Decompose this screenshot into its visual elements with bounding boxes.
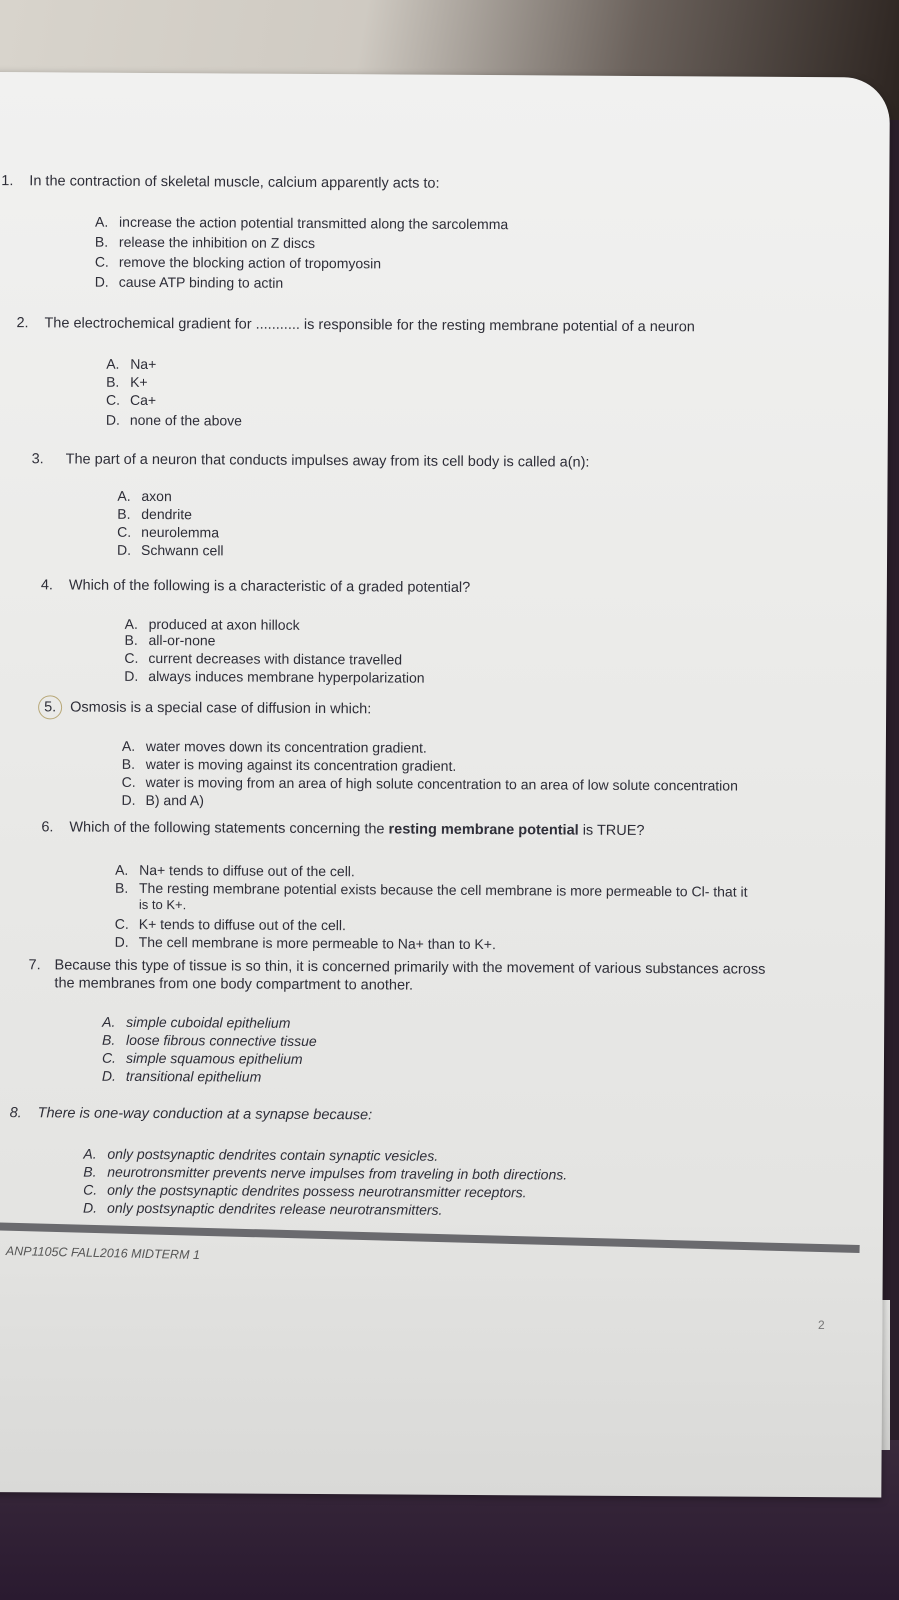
option: C. neurolemma (117, 523, 220, 541)
option: C. remove the blocking action of tropomyosin (94, 253, 382, 272)
question-8: 8. There is one-way conduction at a synapse because: (9, 1105, 373, 1124)
option: B. water is moving against its concentration gradient. (121, 755, 457, 774)
question-text: In the contraction of skeletal muscle, calcium apparently acts to: (29, 173, 440, 192)
option: D. only postsynaptic dendrites release neurotransmitters. (83, 1199, 443, 1218)
option: D. none of the above (105, 411, 243, 429)
option: A. Na+ (106, 355, 157, 373)
exam-page (0, 72, 890, 1497)
option: A. axon (117, 487, 172, 505)
option: A. produced at axon hillock (124, 615, 300, 633)
option: C. current decreases with distance travelled (124, 649, 403, 668)
option: B. neurotronsmitter prevents nerve impulses from traveling in both directions. (83, 1163, 568, 1183)
question-3: 3. The part of a neuron that conducts impulses away from its cell body is called a(n): (31, 451, 590, 471)
question-2: 2. The electrochemical gradient for ........... is responsible for the resting membrane potential of a neuron (16, 315, 695, 336)
option: B. dendrite (117, 505, 192, 523)
option: A. simple cuboidal epithelium (102, 1013, 291, 1031)
page-number: 2 (818, 1318, 825, 1332)
option: D. transitional epithelium (101, 1067, 262, 1085)
question-number: 1. (1, 173, 14, 190)
footer-course-label: ANP1105C FALL2016 MIDTERM 1 (5, 1244, 201, 1263)
option: A. Na+ tends to diffuse out of the cell. (115, 861, 355, 880)
option: B. loose fibrous connective tissue (102, 1031, 317, 1050)
option: A. only postsynaptic dendrites contain synaptic vesicles. (83, 1145, 439, 1164)
option: C. water is moving from an area of high solute concentration to an area of low solute concentration (121, 773, 738, 794)
question-7-line-2: the membranes from one body compartment to another. (54, 975, 414, 994)
option: C. only the postsynaptic dendrites possess neurotransmitter receptors. (83, 1181, 527, 1201)
option: A. increase the action potential transmitted along the sarcolemma (95, 213, 509, 233)
option: C. simple squamous epithelium (101, 1049, 303, 1067)
option: D. Schwann cell (117, 541, 224, 559)
question-4: 4. Which of the following is a characteristic of a graded potential? (40, 577, 471, 596)
option: B. all-or-none (124, 631, 216, 649)
option: C. Ca+ (105, 391, 157, 409)
option: B. The resting membrane potential exists because the cell membrane is more permeable to Cl- that it (114, 879, 748, 900)
option: D. The cell membrane is more permeable to Na+ than to K+. (114, 933, 496, 953)
option: C. K+ tends to diffuse out of the cell. (114, 915, 346, 934)
option-continuation: is to K+. (138, 896, 187, 913)
question-7: 7. Because this type of tissue is so thin, it is concerned primarily with the movement of various substances across (28, 957, 766, 978)
option: D. always induces membrane hyperpolarization (124, 667, 425, 686)
option: D. B) and A) (121, 791, 204, 809)
option: B. K+ (106, 373, 148, 390)
question-1 (1, 172, 439, 193)
question-6: 6. Which of the following statements concerning the resting membrane potential is TRUE? (41, 819, 645, 840)
option: B. release the inhibition on Z discs (94, 233, 316, 251)
option: A. water moves down its concentration gradient. (121, 737, 427, 756)
option: D. cause ATP binding to actin (94, 273, 284, 291)
question-5: 5. Osmosis is a special case of diffusion in which: (44, 699, 372, 718)
